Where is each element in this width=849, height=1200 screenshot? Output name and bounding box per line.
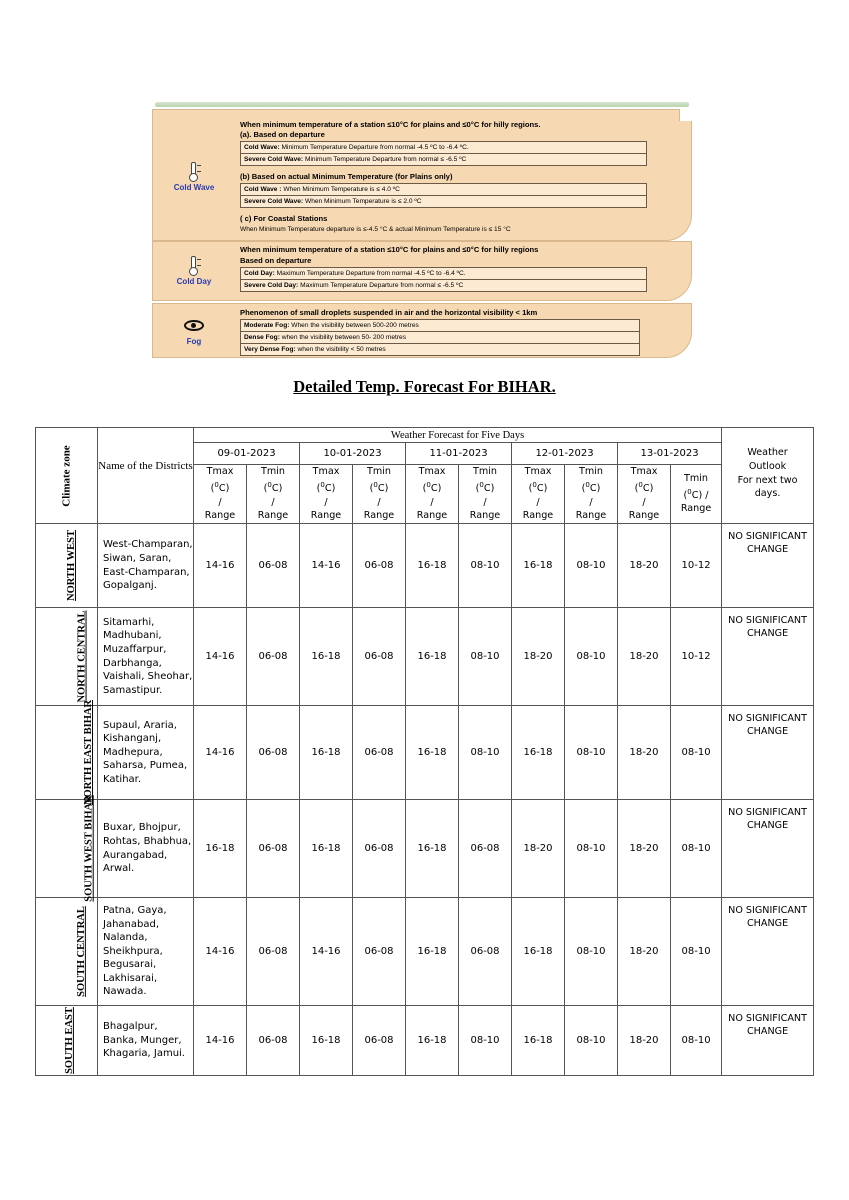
moderate-fog-row: Moderate Fog: When the visibility between 500-200 metres — [241, 320, 639, 332]
climate-zone-header-text: Climate zone — [60, 444, 73, 507]
tmin-label: Tmin — [367, 466, 391, 478]
tmax-value: 18-20 — [512, 608, 565, 706]
tmin-value: 06-08 — [353, 800, 406, 898]
range-label: Range — [416, 510, 448, 522]
tmin-value: 06-08 — [247, 706, 300, 800]
table-row — [36, 524, 814, 608]
tmax-value: 14-16 — [194, 524, 247, 608]
fog-box — [240, 319, 640, 356]
table-row — [36, 800, 814, 898]
cold-wave-c-heading: ( c) For Coastal Stations — [240, 214, 328, 223]
cold-day-row: Cold Day: Maximum Temperature Departure from normal -4.5 ºC to -6.4 ºC. — [241, 268, 646, 280]
range-label: Range — [680, 503, 712, 515]
tmin-value: 06-08 — [353, 524, 406, 608]
tmax-value: 16-18 — [406, 524, 459, 608]
unit-label: ($^0$C) — [316, 480, 336, 495]
outlook-cell: NO SIGNIFICANT CHANGE — [722, 800, 814, 898]
district-names-cell: Supaul, Araria, Kishanganj, Madhepura, Saharsa, Pumea, Katihar. — [98, 706, 194, 800]
climate-zone-label: NORTH EAST BIHAR — [83, 699, 95, 806]
table-header-row — [36, 428, 814, 443]
unit-label: ($^0$C) — [475, 480, 495, 495]
tmin-value: 06-08 — [247, 524, 300, 608]
district-names-cell: Bhagalpur, Banka, Munger, Khagaria, Jamui. — [98, 1006, 194, 1076]
outlook-header: Weather Outlook For next two days. — [722, 428, 814, 524]
tmin-value: 08-10 — [459, 706, 512, 800]
tmax-value: 14-16 — [194, 898, 247, 1006]
tmax-value: 16-18 — [406, 608, 459, 706]
tmin-value: 08-10 — [565, 706, 618, 800]
outlook-cell: NO SIGNIFICANT CHANGE — [722, 524, 814, 608]
tmin-range-header: Tmin ($^0$C) / Range — [459, 465, 512, 524]
unit-label: ($^0$C) — [210, 480, 230, 495]
tmax-value: 16-18 — [300, 608, 353, 706]
cold-wave-intro: When minimum temperature of a station ≤10°C for plains and ≤0°C for hilly regions. — [240, 120, 541, 129]
cold-day-label-group — [153, 256, 235, 286]
tmax-value: 16-18 — [406, 898, 459, 1006]
tmax-value: 16-18 — [406, 800, 459, 898]
tmin-value: 08-10 — [565, 800, 618, 898]
tmin-value: 06-08 — [353, 1006, 406, 1076]
tmax-label: Tmax — [524, 466, 552, 478]
unit-label: ($^0$C) — [528, 480, 548, 495]
eye-icon — [184, 320, 204, 331]
range-label: Range — [628, 510, 660, 522]
unit-label: ($^0$C) — [422, 480, 442, 495]
tmin-value: 06-08 — [353, 706, 406, 800]
cold-wave-label-group — [153, 162, 235, 192]
date-header: 10-01-2023 — [300, 443, 406, 465]
tmin-value: 08-10 — [565, 898, 618, 1006]
tmin-value: 08-10 — [459, 1006, 512, 1076]
tmin-label: Tmin — [261, 466, 285, 478]
page-title: Detailed Temp. Forecast For BIHAR. — [293, 377, 556, 396]
tmax-value: 18-20 — [618, 706, 671, 800]
legend-top-bar — [155, 102, 689, 107]
tmin-value: 06-08 — [247, 898, 300, 1006]
tmax-value: 16-18 — [512, 524, 565, 608]
tmin-value: 08-10 — [565, 524, 618, 608]
cold-wave-b-heading: (b) Based on actual Minimum Temperature (for Plains only) — [240, 172, 453, 181]
unit-label: ($^0$C) — [263, 480, 283, 495]
tmin-range-header: Tmin ($^0$C) / Range — [565, 465, 618, 524]
very-dense-fog-row: Very Dense Fog: when the visibility < 50 metres — [244, 346, 386, 353]
table-row — [36, 706, 814, 800]
tmax-value: 18-20 — [618, 608, 671, 706]
tmin-value: 08-10 — [671, 898, 722, 1006]
tmax-range-header: Tmax ($^0$C) / Range — [512, 465, 565, 524]
tmax-value: 18-20 — [512, 800, 565, 898]
fog-label: Fog — [186, 337, 202, 346]
fog-intro: Phenomenon of small droplets suspended in air and the horizontal visibility < 1km — [240, 308, 538, 317]
cold-day-panel — [152, 241, 692, 301]
tmin-range-header: Tmin ($^0$C) / Range — [247, 465, 300, 524]
climate-zone-cell — [36, 898, 98, 1006]
five-day-forecast-header: Weather Forecast for Five Days — [194, 428, 722, 443]
tmin-value: 08-10 — [565, 608, 618, 706]
tmin-label: Tmin — [579, 466, 603, 478]
tmin-value: 06-08 — [459, 800, 512, 898]
range-label: Range — [469, 510, 501, 522]
tmin-value: 10-12 — [671, 524, 722, 608]
district-names-cell: Sitamarhi, Madhubani, Muzaffarpur, Darbhanga, Vaishali, Sheohar, Samastipur. — [98, 608, 194, 706]
date-header: 09-01-2023 — [194, 443, 300, 465]
forecast-table — [35, 427, 814, 1076]
tmax-value: 14-16 — [194, 706, 247, 800]
cold-wave-actual-box — [240, 183, 647, 208]
cold-day-label: Cold Day — [176, 277, 212, 286]
table-row — [36, 1006, 814, 1076]
tmin-label: Tmin — [684, 473, 708, 485]
tmin-label: Tmin — [473, 466, 497, 478]
tmin-range-header: Tmin ($^0$C) / Range — [353, 465, 406, 524]
climate-zone-label: SOUTH WEST BIHAR — [83, 795, 95, 902]
tmax-value: 16-18 — [512, 1006, 565, 1076]
severe-cold-day-row: Severe Cold Day: Maximum Temperature Departure from normal ≤ -6.5 ºC — [244, 282, 464, 289]
cold-wave-departure-box — [240, 141, 647, 166]
tmax-range-header: Tmax ($^0$C) / Range — [194, 465, 247, 524]
tmax-range-header: Tmax ($^0$C) / Range — [618, 465, 671, 524]
range-label: Range — [363, 510, 395, 522]
thermometer-icon — [189, 256, 199, 273]
tmax-value: 18-20 — [618, 898, 671, 1006]
date-header: 11-01-2023 — [406, 443, 512, 465]
district-names-cell: West-Champaran, Siwan, Saran, East-Champaran, Gopalganj. — [98, 524, 194, 608]
tmin-value: 06-08 — [247, 1006, 300, 1076]
tmax-value: 14-16 — [300, 524, 353, 608]
climate-zone-cell — [36, 608, 98, 706]
tmin-value: 06-08 — [459, 898, 512, 1006]
panel-notch — [679, 109, 692, 121]
tmin-value: 10-12 — [671, 608, 722, 706]
cold-day-intro: When minimum temperature of a station ≤10°C for plains and ≤0°C for hilly regions — [240, 245, 539, 254]
weather-definitions-legend — [152, 100, 692, 362]
tmax-value: 16-18 — [300, 706, 353, 800]
tmax-value: 18-20 — [618, 1006, 671, 1076]
tmax-range-header: Tmax ($^0$C) / Range — [300, 465, 353, 524]
cold-wave-panel — [152, 109, 692, 241]
tmin-value: 08-10 — [671, 706, 722, 800]
severe-cold-wave-departure-row: Severe Cold Wave: Minimum Temperature Departure from normal ≤ -6.5 ºC — [244, 156, 467, 163]
outlook-cell: NO SIGNIFICANT CHANGE — [722, 898, 814, 1006]
tmin-value: 06-08 — [353, 898, 406, 1006]
tmax-value: 16-18 — [512, 706, 565, 800]
outlook-cell: NO SIGNIFICANT CHANGE — [722, 706, 814, 800]
tmax-value: 16-18 — [300, 1006, 353, 1076]
tmax-range-header: Tmax ($^0$C) / Range — [406, 465, 459, 524]
cold-wave-coastal-text: When Minimum Temperature departure is ≤-4.5 °C & actual Minimum Temperature is ≤ 15 °C — [240, 226, 511, 233]
outlook-cell: NO SIGNIFICANT CHANGE — [722, 1006, 814, 1076]
climate-zone-label: SOUTH EAST — [63, 1007, 75, 1074]
tmax-label: Tmax — [418, 466, 446, 478]
severe-cold-wave-actual-row: Severe Cold Wave: When Minimum Temperature is ≤ 2.0 ºC — [244, 198, 422, 205]
climate-zone-cell — [36, 699, 98, 806]
cold-day-box — [240, 267, 647, 292]
fog-panel — [152, 303, 692, 358]
districts-header: Name of the Districts — [98, 428, 194, 524]
tmax-value: 14-16 — [300, 898, 353, 1006]
district-names-cell: Buxar, Bhojpur, Rohtas, Bhabhua, Aurangabad, Arwal. — [98, 800, 194, 898]
tmax-value: 16-18 — [194, 800, 247, 898]
cold-wave-actual-row: Cold Wave : When Minimum Temperature is ≤ 4.0 ºC — [241, 184, 646, 196]
unit-label: ($^0$C) — [683, 487, 703, 501]
tmax-value: 16-18 — [512, 898, 565, 1006]
tmax-value: 14-16 — [194, 1006, 247, 1076]
climate-zone-cell — [36, 795, 98, 902]
tmax-value: 18-20 — [618, 524, 671, 608]
climate-zone-label: NORTH CENTRAL — [76, 610, 88, 703]
district-names-cell: Patna, Gaya, Jahanabad, Nalanda, Sheikhpura, Begusarai, Lakhisarai, Nawada. — [98, 898, 194, 1006]
tmax-value: 18-20 — [618, 800, 671, 898]
tmin-value: 08-10 — [671, 1006, 722, 1076]
table-row — [36, 608, 814, 706]
tmin-value: 08-10 — [565, 1006, 618, 1076]
thermometer-icon — [189, 162, 199, 179]
tmax-value: 14-16 — [194, 608, 247, 706]
climate-zone-header — [36, 428, 98, 524]
cold-wave-label: Cold Wave — [173, 183, 215, 192]
cold-day-heading: Based on departure — [240, 256, 312, 265]
tmin-value: 06-08 — [353, 608, 406, 706]
cold-wave-a-heading: (a). Based on departure — [240, 130, 325, 139]
dense-fog-row: Dense Fog: when the visibility between 50- 200 metres — [241, 332, 639, 344]
tmin-value: 06-08 — [247, 608, 300, 706]
unit-label: ($^0$C) — [369, 480, 389, 495]
tmin-value: 08-10 — [459, 608, 512, 706]
climate-zone-label: NORTH WEST — [65, 530, 77, 601]
table-row — [36, 898, 814, 1006]
date-header: 12-01-2023 — [512, 443, 618, 465]
tmax-value: 16-18 — [406, 1006, 459, 1076]
range-label: Range — [204, 510, 236, 522]
cold-wave-departure-row: Cold Wave: Minimum Temperature Departure from normal -4.5 ºC to -6.4 ºC. — [241, 142, 646, 154]
range-label: Range — [522, 510, 554, 522]
range-label: Range — [310, 510, 342, 522]
climate-zone-cell — [36, 524, 98, 608]
unit-label: ($^0$C) — [634, 480, 654, 495]
tmin-value: 08-10 — [671, 800, 722, 898]
tmin-value: 08-10 — [459, 524, 512, 608]
tmin-range-header: Tmin ($^0$C) / Range — [671, 465, 722, 524]
climate-zone-label: SOUTH CENTRAL — [75, 906, 87, 997]
fog-label-group — [153, 320, 235, 346]
unit-label: ($^0$C) — [581, 480, 601, 495]
tmax-value: 16-18 — [406, 706, 459, 800]
tmax-label: Tmax — [630, 466, 658, 478]
tmin-value: 06-08 — [247, 800, 300, 898]
range-label: Range — [257, 510, 289, 522]
climate-zone-cell — [36, 1006, 98, 1076]
tmax-value: 16-18 — [300, 800, 353, 898]
tmax-label: Tmax — [206, 466, 234, 478]
outlook-cell: NO SIGNIFICANT CHANGE — [722, 608, 814, 706]
date-header: 13-01-2023 — [618, 443, 722, 465]
range-label: Range — [575, 510, 607, 522]
tmax-label: Tmax — [312, 466, 340, 478]
